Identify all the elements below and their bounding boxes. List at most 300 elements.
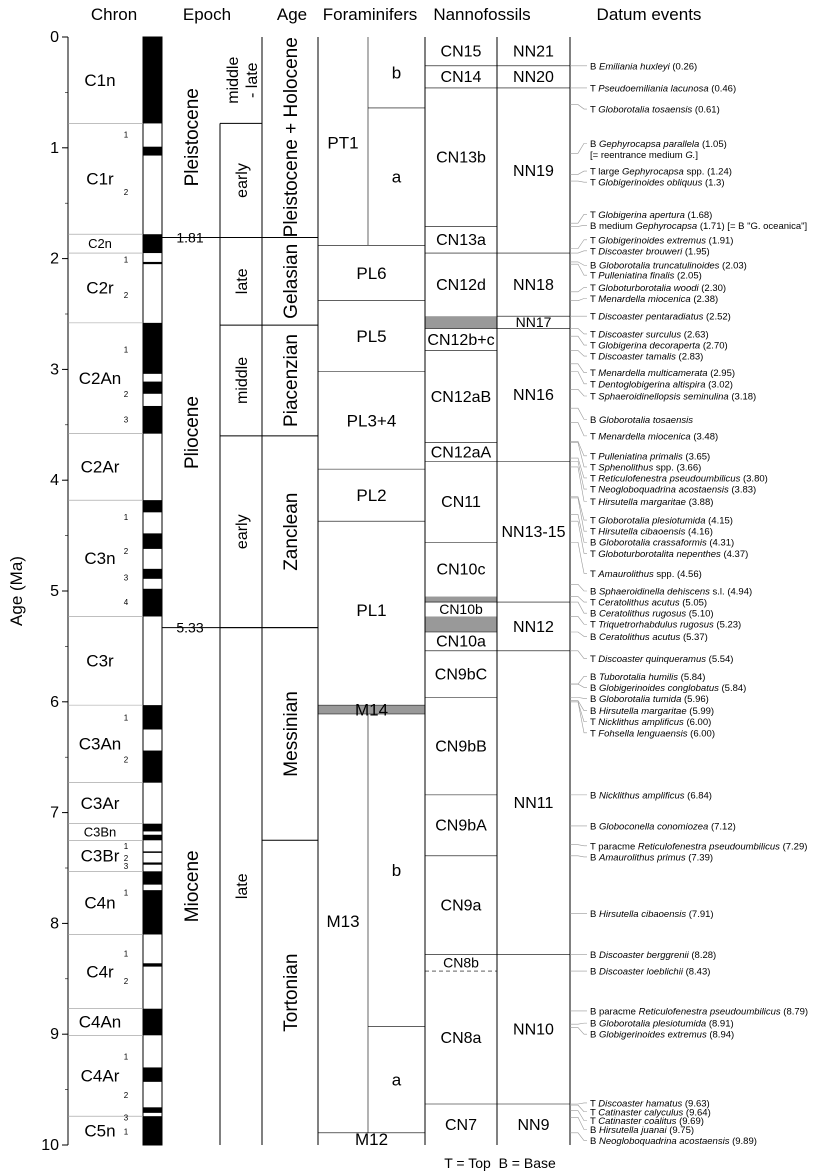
datum-prefix: T <box>590 235 599 247</box>
datum-taxon: Globigerinoides extremus <box>598 1029 707 1041</box>
y-axis-label: Age (Ma) <box>7 556 26 626</box>
chron-label: C4An <box>78 1012 122 1032</box>
datum-connector <box>570 1028 587 1035</box>
cn-zone-label: CN9bC <box>434 666 488 684</box>
datum-suffix: (9.63) <box>682 1098 710 1110</box>
subchron-label: 3 <box>123 415 129 425</box>
datum-prefix: T <box>590 496 599 508</box>
datum-suffix: (4.15) <box>705 515 733 527</box>
subepoch-label-line1: middle <box>225 56 242 104</box>
datum-suffix: (3.65) <box>682 451 711 463</box>
datum-event <box>590 341 728 352</box>
datum-connector <box>570 298 587 300</box>
datum-prefix: B <box>590 537 599 549</box>
chron-label: C2An <box>78 368 122 388</box>
datum-suffix: (2.03) <box>719 260 747 272</box>
datum-taxon: Discoaster hamatus <box>598 1098 683 1110</box>
datum-connector <box>570 597 587 603</box>
y-tick-label: 9 <box>50 1026 59 1044</box>
datum-prefix: B <box>590 260 599 272</box>
normal-polarity-interval <box>143 147 162 156</box>
subchron-label: 4 <box>123 598 129 608</box>
datum-taxon: Neogloboquadrina acostaensis <box>598 484 729 496</box>
datum-event <box>590 620 741 631</box>
datum-suffix: (7.39) <box>685 852 714 864</box>
stage-label: Tortonian <box>281 953 302 1032</box>
datum-prefix: B <box>590 608 599 620</box>
datum-taxon: Menardella miocenica <box>598 293 691 305</box>
chron-label: C3Ar <box>80 793 120 813</box>
datum-suffix: (5.84) <box>678 671 706 683</box>
datum-taxon: Globorotalia tosaensis <box>598 414 693 426</box>
datum-connector <box>570 461 587 489</box>
datum-prefix: T <box>590 209 599 221</box>
nn-zone-label: NN12 <box>513 618 554 636</box>
datum-prefix: B <box>590 693 599 705</box>
datum-prefix: T <box>590 654 599 666</box>
cn-zone-label: CN12d <box>436 276 486 294</box>
datum-prefix: T <box>590 368 599 380</box>
datum-taxon: Discoaster berggrenii <box>598 949 689 961</box>
subchron-label: 1 <box>123 130 129 140</box>
datum-taxon: Discoaster quinqueramus <box>598 654 707 666</box>
datum-prefix: B medium <box>590 220 636 232</box>
normal-polarity-interval <box>143 533 162 549</box>
datum-taxon: Menardella multicamerata <box>598 368 708 380</box>
datum-suffix: spp. (3.66) <box>653 462 702 474</box>
datum-prefix: T <box>590 526 599 538</box>
datum-prefix: T <box>590 473 599 485</box>
chron-label: C2Ar <box>80 457 120 477</box>
datum-event <box>590 950 716 961</box>
datum-connector <box>570 1117 587 1129</box>
datum-event <box>590 706 714 717</box>
normal-polarity-interval <box>143 234 162 253</box>
datum-taxon: Nicklithus amplificus <box>598 717 684 729</box>
datum-taxon: Gephyrocapsa <box>635 220 698 232</box>
normal-polarity-interval <box>143 890 162 934</box>
datum-suffix: (3.02) <box>705 379 733 391</box>
datum-connector <box>570 264 587 275</box>
datum-suffix: (3.88) <box>685 496 714 508</box>
datum-event <box>590 852 713 863</box>
cn-zone-label: CN7 <box>444 1116 478 1134</box>
datum-connector <box>570 584 587 591</box>
subchron-label: 2 <box>123 547 129 557</box>
datum-taxon: Fohsella lenguaensis <box>598 728 688 740</box>
nn-zone-label: NN16 <box>513 387 554 405</box>
chron-label: C3An <box>78 734 122 754</box>
nn-zone-label: NN11 <box>513 794 554 812</box>
y-tick-label: 5 <box>50 583 59 600</box>
header-epoch: Epoch <box>182 5 232 24</box>
datum-prefix: B <box>590 682 599 694</box>
datum-suffix: (4.16) <box>685 526 713 538</box>
y-axis <box>41 29 68 1154</box>
datum-taxon: Globigerinoides extremus <box>598 235 707 247</box>
datum-suffix: (8.79) <box>780 1006 809 1018</box>
datum-connector <box>570 1111 587 1121</box>
foram-zone-label: PL5 <box>356 327 387 347</box>
y-tick-label: 1 <box>50 139 59 157</box>
normal-polarity-interval <box>143 569 162 579</box>
chron-label: C4Ar <box>80 1066 120 1086</box>
datum-event <box>590 609 714 620</box>
subepoch-label-text: early <box>234 514 251 550</box>
datum-connector <box>570 328 587 334</box>
datum-connector <box>570 214 587 223</box>
datum-prefix: T <box>590 717 599 729</box>
cn-zone-label: CN8b <box>443 954 479 971</box>
datum-suffix: (3.18) <box>728 391 757 403</box>
datum-suffix: (0.61) <box>692 104 720 116</box>
datum-prefix: T <box>590 391 599 403</box>
datum-suffix: (9.69) <box>676 1116 704 1128</box>
datum-suffix: (2.83) <box>675 351 704 363</box>
datum-suffix: (5.84) <box>718 682 747 694</box>
subepoch-label-line2: - late <box>244 62 261 99</box>
datum-prefix: B <box>590 966 599 978</box>
subchron-label: 1 <box>123 255 129 265</box>
datum-taxon: Globoturborotalita nepenthes <box>598 548 721 560</box>
nn-zone-label: NN10 <box>513 1021 554 1039</box>
datum-prefix: T <box>590 83 599 95</box>
datum-event <box>590 271 702 282</box>
y-tick-label: 0 <box>50 29 59 46</box>
datum-prefix: B <box>590 138 599 150</box>
datum-prefix: B <box>590 1136 599 1148</box>
nn-zone-label: NN9 <box>517 1116 550 1134</box>
datum-taxon: Hirsutella margaritae <box>598 706 687 718</box>
datum-connector <box>570 408 587 419</box>
datum-connector <box>570 251 587 253</box>
datum-suffix: (2.05) <box>674 270 702 282</box>
subepoch-label <box>234 357 251 404</box>
datum-taxon: Globigerinoides obliquus <box>598 177 703 189</box>
datum-taxon: Globorotalia crassaformis <box>598 537 707 549</box>
datum-suffix: (5.05) <box>679 597 708 609</box>
datum-prefix: T <box>590 619 599 631</box>
datum-taxon: Menardella miocenica <box>598 431 691 443</box>
normal-polarity-interval <box>143 382 162 394</box>
datum-prefix: B <box>590 414 599 426</box>
datum-suffix: (3.80) <box>740 473 768 485</box>
datum-taxon: Pulleniatina primalis <box>598 451 683 463</box>
datum-event <box>590 538 734 549</box>
datum-suffix: (5.10) <box>686 608 714 620</box>
datum-event <box>590 485 756 496</box>
datum-event <box>590 415 693 426</box>
datum-event <box>590 549 748 560</box>
datum-suffix: spp. (4.56) <box>653 568 702 580</box>
datum-event <box>590 672 705 683</box>
datum-prefix: B <box>590 1029 599 1041</box>
datum-event <box>590 431 718 442</box>
y-tick-label: 3 <box>50 361 59 379</box>
datum-taxon: Catinaster calyculus <box>598 1107 684 1119</box>
datum-connector <box>570 632 587 636</box>
datum-event <box>590 569 702 580</box>
datum-connector <box>570 372 587 384</box>
datum-connector <box>570 143 587 153</box>
cn-zone-shade <box>425 316 497 328</box>
datum-prefix: T <box>590 311 599 323</box>
subepoch-label <box>225 57 261 104</box>
foram-zone-label: PL6 <box>356 264 387 284</box>
datum-taxon: Ceratolithus rugosus <box>598 608 687 620</box>
nn-zone-label: NN18 <box>513 276 554 294</box>
normal-polarity-interval <box>143 1067 162 1081</box>
datum-suffix: (5.99) <box>686 706 715 718</box>
subchron-label: 2 <box>123 291 129 301</box>
datum-prefix: T <box>590 1107 599 1119</box>
datum-taxon: Globoturborotalia woodi <box>598 282 699 294</box>
datum-event <box>590 728 715 739</box>
datum-taxon: Tuborotalia humilis <box>598 671 679 683</box>
datum-suffix: (6.00) <box>687 728 716 740</box>
normal-polarity-interval <box>143 1116 162 1145</box>
subchron-label: 2 <box>123 188 129 198</box>
datum-prefix: B <box>590 631 599 643</box>
datum-event <box>590 1006 808 1017</box>
datum-prefix: T <box>590 728 599 740</box>
datum-taxon: Discoaster surculus <box>598 329 682 341</box>
foram-subzone-label: a <box>391 1070 402 1090</box>
datum-prefix: T <box>590 484 599 496</box>
datum-connector <box>570 389 587 396</box>
datum-taxon: Hirsutella juanai <box>598 1124 667 1136</box>
normal-polarity-interval <box>143 323 162 374</box>
datum-taxon: Discoaster pentaradiatus <box>598 311 704 323</box>
datum-connector <box>570 697 587 698</box>
datum-suffix: spp. (1.24) <box>683 166 732 178</box>
datum-taxon: Gephyrocapsa <box>622 166 684 178</box>
datum-connector <box>570 105 587 109</box>
header-datum-events: Datum events <box>596 5 702 24</box>
datum-suffix: (3.83) <box>728 484 757 496</box>
datum-event <box>590 352 703 363</box>
cn-zone-label: CN14 <box>440 69 482 87</box>
normal-polarity-interval <box>143 751 162 783</box>
datum-taxon: G. <box>685 149 696 161</box>
datum-taxon: Triquetrorhabdulus rugosus <box>598 619 714 631</box>
datum-event <box>590 497 713 508</box>
datum-event <box>590 841 807 852</box>
epoch-boundary-age: 5.33 <box>176 619 204 636</box>
datum-event <box>590 83 736 94</box>
datum-prefix: T <box>590 568 599 580</box>
column-headers <box>91 5 702 24</box>
datum-prefix: T <box>590 515 599 527</box>
foram-subzone-label: a <box>391 167 402 187</box>
datum-taxon: Nicklithus amplificus <box>598 790 685 802</box>
datum-event <box>590 1019 734 1030</box>
datum-connector <box>570 171 587 174</box>
datum-taxon: Ceratolithus acutus <box>598 597 680 609</box>
y-tick-label: 8 <box>50 915 59 933</box>
datum-suffix: (0.26) <box>669 61 698 73</box>
datum-connector <box>570 423 587 436</box>
datum-taxon: Globorotalia plesiotumida <box>598 515 706 527</box>
datum-prefix: T <box>590 104 599 116</box>
datum-event <box>590 221 807 232</box>
datum-event <box>590 178 725 189</box>
header-foraminifers: Foraminifers <box>322 5 418 24</box>
datum-prefix: B <box>590 821 599 833</box>
header-nannofossils: Nannofossils <box>433 5 531 24</box>
y-tick-label: 7 <box>50 804 59 822</box>
subchron-label: 1 <box>123 345 129 355</box>
normal-polarity-interval <box>143 824 162 832</box>
datum-event <box>590 312 731 323</box>
datum-suffix: (2.38) <box>690 293 719 305</box>
datum-connector <box>570 684 587 687</box>
datum-suffix: (2.52) <box>703 311 731 323</box>
datum-prefix: T <box>590 1116 599 1128</box>
datum-event <box>590 1136 757 1147</box>
subchron-label: 1 <box>123 1052 129 1062</box>
datum-taxon: Emiliania huxleyi <box>598 61 670 73</box>
datum-event <box>590 909 714 920</box>
cn-zone-label: CN13a <box>436 232 486 250</box>
chron-label: C5n <box>84 1121 116 1141</box>
legend: T = Top B = Base <box>444 1155 556 1171</box>
foram-zone-label: M14 <box>354 700 389 720</box>
datum-connector <box>570 845 587 846</box>
subepoch-label <box>234 163 251 198</box>
y-tick-label: 10 <box>41 1137 59 1154</box>
datum-suffix: (1.68) <box>684 209 713 221</box>
datum-suffix: (4.31) <box>706 537 735 549</box>
datum-event <box>590 527 713 538</box>
normal-polarity-interval <box>143 1009 162 1036</box>
chron-label: C3r <box>86 651 114 671</box>
cn-zone-label: CN12aB <box>430 388 492 406</box>
stage-label: Zanclean <box>281 492 302 571</box>
cn-zone-label: CN9bB <box>435 738 487 756</box>
cn-zone-label: CN10b <box>439 600 483 617</box>
datum-taxon: Globorotalia tosaensis <box>598 104 693 116</box>
datum-suffix: (9.75) <box>666 1124 695 1136</box>
datum-prefix: B <box>590 586 599 598</box>
cn-zone-label: CN15 <box>440 43 482 61</box>
subchron-label: 3 <box>123 1113 129 1123</box>
datum-taxon: Globigerinoides conglobatus <box>598 682 719 694</box>
datum-suffix: (1.71) [= B "G. oceanica"] <box>697 220 808 232</box>
polarity-column <box>143 37 162 1145</box>
cn-zone-label: CN10c <box>436 561 486 579</box>
subchron-label: 2 <box>123 389 129 399</box>
datum-prefix: B <box>590 61 599 73</box>
foram-subzone-label: b <box>391 63 402 83</box>
nn-zone-label: NN13-15 <box>501 524 566 542</box>
datum-event <box>590 167 732 178</box>
datum-event <box>590 329 709 340</box>
cn-zone-shade <box>425 616 497 632</box>
subepoch-label-text: middle <box>234 356 251 405</box>
datum-event <box>590 1125 694 1136</box>
normal-polarity-interval <box>143 835 162 841</box>
datum-taxon: Reticulofenestra pseudoumbilicus <box>637 841 780 853</box>
subepoch-label <box>234 514 251 549</box>
normal-polarity-interval <box>143 862 162 864</box>
datum-event <box>590 694 709 705</box>
foram-zone-label: PL3+4 <box>346 411 397 431</box>
epoch-boundary-age: 1.81 <box>176 229 204 246</box>
datum-suffix: (6.00) <box>683 717 712 729</box>
subchron-label: 2 <box>123 977 129 987</box>
normal-polarity-interval <box>143 963 162 966</box>
subepoch-label-text: late <box>234 268 251 295</box>
datum-prefix: B <box>590 790 599 802</box>
datum-prefix: [= reentrance medium <box>590 149 686 161</box>
datum-suffix: (8.91) <box>706 1018 734 1030</box>
datum-taxon: Discoaster brouweri <box>598 246 683 258</box>
datum-prefix: B <box>590 706 599 718</box>
shaded-intervals <box>318 316 497 714</box>
epoch-label: Pleistocene <box>182 88 203 187</box>
datum-taxon: Hirsutella margaritae <box>598 496 686 508</box>
datum-suffix: (2.63) <box>681 329 709 341</box>
datum-taxon: Pseudoemiliania lacunosa <box>598 83 709 95</box>
cn-zone-label: CN10a <box>436 633 486 651</box>
datum-taxon: Globorotalia plesiotumida <box>598 1018 707 1030</box>
datum-suffix: (8.43) <box>682 966 711 978</box>
datum-prefix: T <box>590 379 599 391</box>
datum-suffix: (7.29) <box>779 841 808 853</box>
datum-taxon: Sphaeroidinella dehiscens <box>598 586 710 598</box>
datum-event <box>590 967 710 978</box>
datum-connector <box>570 521 587 553</box>
datum-suffix: (8.28) <box>688 949 717 961</box>
datum-connector <box>570 676 587 684</box>
datum-event <box>590 283 726 294</box>
datum-connector <box>570 651 587 659</box>
datum-prefix: T <box>590 451 599 463</box>
chron-label: C3n <box>84 548 116 568</box>
datum-connector <box>570 467 587 501</box>
datum-taxon: Neogloboquadrina acostaensis <box>598 1136 730 1148</box>
header-chron: Chron <box>90 5 138 24</box>
datum-event <box>590 246 710 257</box>
stage-label: Piacenzian <box>281 334 302 427</box>
subepoch-label <box>234 873 251 899</box>
datum-prefix: T <box>590 462 599 474</box>
datum-connector <box>570 602 587 613</box>
cn-zone-label: CN9a <box>440 897 482 915</box>
subchron-label: 3 <box>123 861 129 871</box>
foram-zone-label: PT1 <box>327 133 359 153</box>
datum-taxon: Dentoglobigerina altispira <box>598 379 706 391</box>
datum-suffix: (9.64) <box>683 1107 711 1119</box>
datum-connector <box>570 702 587 733</box>
datum-prefix: T <box>590 340 599 352</box>
datum-connector <box>570 287 587 291</box>
datum-taxon: Globigerina apertura <box>598 209 685 221</box>
nn-zone-label: NN20 <box>513 69 554 87</box>
datum-event <box>590 717 711 728</box>
datum-connector <box>570 181 587 182</box>
datum-event <box>590 235 733 246</box>
subchron-label: 3 <box>123 573 129 583</box>
datum-suffix: (5.37) <box>680 631 708 643</box>
nn-zone-label: NN19 <box>513 162 554 180</box>
chron-label: C1r <box>86 169 114 189</box>
subepoch-label-text: late <box>234 873 251 900</box>
normal-polarity-interval <box>143 705 162 729</box>
epoch-label: Pliocene <box>182 396 203 470</box>
foram-subzone-label: b <box>391 861 402 881</box>
